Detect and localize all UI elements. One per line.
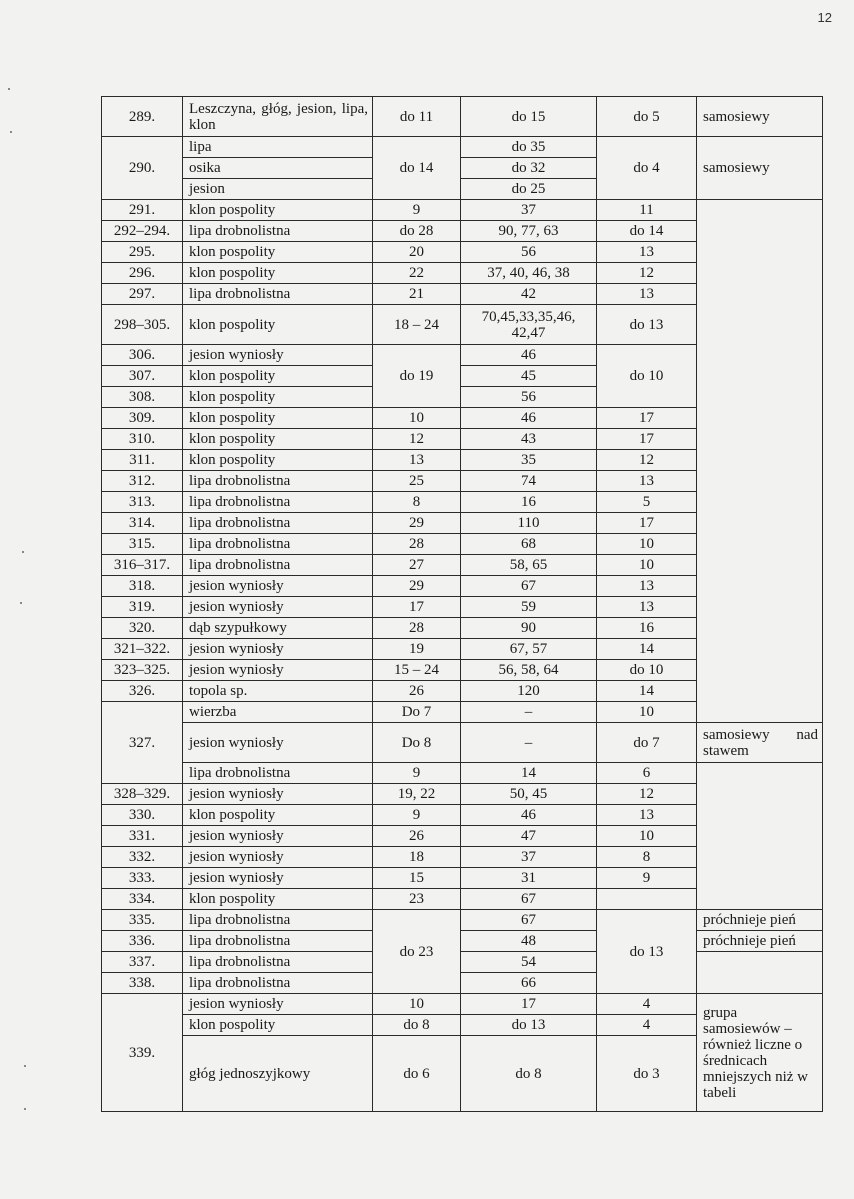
table-row (102, 910, 823, 931)
tree-number: 331. (102, 826, 183, 847)
scan-speck (10, 131, 12, 133)
girth-value: 58, 65 (461, 555, 597, 576)
species-name: jesion wyniosły (183, 723, 373, 763)
crown-value: 14 (597, 681, 697, 702)
species-name: Leszczyna, głóg, jesion, lipa, klon (183, 97, 373, 137)
table-row (102, 763, 823, 784)
height-value: 21 (373, 284, 461, 305)
height-value: 22 (373, 263, 461, 284)
table-row (102, 931, 823, 952)
crown-value: 13 (597, 242, 697, 263)
tree-number: 312. (102, 471, 183, 492)
girth-value: 50, 45 (461, 784, 597, 805)
height-value: 10 (373, 408, 461, 429)
height-value: 13 (373, 450, 461, 471)
species-name: klon pospolity (183, 305, 373, 345)
height-value: 18 – 24 (373, 305, 461, 345)
crown-value: 13 (597, 597, 697, 618)
crown-value: 13 (597, 576, 697, 597)
notes-cell: samosiewy (697, 97, 823, 137)
species-name: dąb szypułkowy (183, 618, 373, 639)
crown-value: do 13 (597, 305, 697, 345)
crown-value: 13 (597, 284, 697, 305)
crown-value: 17 (597, 408, 697, 429)
girth-value: – (461, 702, 597, 723)
scan-speck (8, 88, 10, 90)
height-value: 29 (373, 576, 461, 597)
tree-number: 291. (102, 200, 183, 221)
height-value: 17 (373, 597, 461, 618)
tree-number: 309. (102, 408, 183, 429)
tree-number: 310. (102, 429, 183, 450)
crown-value: do 5 (597, 97, 697, 137)
height-value: 18 (373, 847, 461, 868)
crown-value: 12 (597, 450, 697, 471)
crown-value: 11 (597, 200, 697, 221)
height-value: 15 – 24 (373, 660, 461, 681)
species-name: lipa drobnolistna (183, 952, 373, 973)
height-value: do 6 (373, 1036, 461, 1112)
species-name: klon pospolity (183, 200, 373, 221)
species-name: jesion wyniosły (183, 660, 373, 681)
species-name: klon pospolity (183, 805, 373, 826)
tree-number: 289. (102, 97, 183, 137)
species-name: lipa drobnolistna (183, 513, 373, 534)
girth-value: 54 (461, 952, 597, 973)
scan-speck (24, 1108, 26, 1110)
notes-cell (697, 763, 823, 910)
height-value: 12 (373, 429, 461, 450)
species-name: jesion wyniosły (183, 826, 373, 847)
species-name: topola sp. (183, 681, 373, 702)
tree-number: 337. (102, 952, 183, 973)
species-name: jesion wyniosły (183, 576, 373, 597)
crown-value: do 14 (597, 221, 697, 242)
crown-value: 13 (597, 805, 697, 826)
girth-value: 31 (461, 868, 597, 889)
crown-value: 10 (597, 826, 697, 847)
crown-value: do 4 (597, 137, 697, 200)
girth-value: 90 (461, 618, 597, 639)
girth-value: 56 (461, 387, 597, 408)
girth-value: 74 (461, 471, 597, 492)
species-name: lipa drobnolistna (183, 534, 373, 555)
height-value: 27 (373, 555, 461, 576)
crown-value: 9 (597, 868, 697, 889)
girth-value: 59 (461, 597, 597, 618)
girth-value: 67 (461, 910, 597, 931)
crown-value: do 13 (597, 910, 697, 994)
scan-speck (22, 551, 24, 553)
tree-number: 326. (102, 681, 183, 702)
tree-number: 332. (102, 847, 183, 868)
tree-number: 319. (102, 597, 183, 618)
height-value: 28 (373, 534, 461, 555)
scan-speck (24, 1065, 26, 1067)
tree-number: 307. (102, 366, 183, 387)
girth-value: 42 (461, 284, 597, 305)
girth-value: do 13 (461, 1015, 597, 1036)
crown-value: 10 (597, 534, 697, 555)
species-name: głóg jednoszyjkowy (183, 1036, 373, 1112)
crown-value: 8 (597, 847, 697, 868)
species-name: lipa drobnolistna (183, 221, 373, 242)
tree-number: 308. (102, 387, 183, 408)
height-value: 29 (373, 513, 461, 534)
tree-number: 335. (102, 910, 183, 931)
girth-value: 67, 57 (461, 639, 597, 660)
girth-value: 37 (461, 847, 597, 868)
species-name: lipa drobnolistna (183, 973, 373, 994)
girth-value: 70,45,33,35,46, 42,47 (461, 305, 597, 345)
species-name: lipa drobnolistna (183, 931, 373, 952)
height-value: do 11 (373, 97, 461, 137)
crown-value: 5 (597, 492, 697, 513)
girth-value: 120 (461, 681, 597, 702)
height-value: do 28 (373, 221, 461, 242)
girth-value: 16 (461, 492, 597, 513)
girth-value: 47 (461, 826, 597, 847)
girth-value: 56, 58, 64 (461, 660, 597, 681)
tree-number: 318. (102, 576, 183, 597)
tree-number: 311. (102, 450, 183, 471)
species-name: lipa drobnolistna (183, 763, 373, 784)
crown-value: do 10 (597, 345, 697, 408)
crown-value: 10 (597, 702, 697, 723)
tree-number: 315. (102, 534, 183, 555)
species-name: jesion wyniosły (183, 868, 373, 889)
crown-value: 13 (597, 471, 697, 492)
height-value: Do 7 (373, 702, 461, 723)
tree-number: 334. (102, 889, 183, 910)
table-row (102, 952, 823, 973)
girth-value: 37, 40, 46, 38 (461, 263, 597, 284)
species-name: osika (183, 158, 373, 179)
girth-value: 35 (461, 450, 597, 471)
species-name: klon pospolity (183, 429, 373, 450)
girth-value: 46 (461, 345, 597, 366)
height-value: 19 (373, 639, 461, 660)
height-value: do 23 (373, 910, 461, 994)
species-name: jesion wyniosły (183, 597, 373, 618)
notes-cell: grupa samosiewów – również liczne o średnicach mniejszych niż w tabeli (697, 994, 823, 1112)
crown-value: 16 (597, 618, 697, 639)
species-name: klon pospolity (183, 408, 373, 429)
girth-value: 14 (461, 763, 597, 784)
tree-inventory-table (101, 96, 823, 1112)
species-name: klon pospolity (183, 242, 373, 263)
height-value: 8 (373, 492, 461, 513)
species-name: jesion wyniosły (183, 784, 373, 805)
crown-value: 12 (597, 784, 697, 805)
table-row (102, 137, 823, 158)
tree-number: 328–329. (102, 784, 183, 805)
crown-value: do 3 (597, 1036, 697, 1112)
tree-number: 306. (102, 345, 183, 366)
crown-value: 17 (597, 513, 697, 534)
crown-value: 4 (597, 994, 697, 1015)
species-name: klon pospolity (183, 889, 373, 910)
species-name: klon pospolity (183, 1015, 373, 1036)
notes-cell: samosiewy nad stawem (697, 723, 823, 763)
girth-value: 110 (461, 513, 597, 534)
tree-number: 339. (102, 994, 183, 1112)
scan-speck (20, 602, 22, 604)
height-value: 9 (373, 763, 461, 784)
girth-value: 43 (461, 429, 597, 450)
crown-value: 17 (597, 429, 697, 450)
tree-number: 297. (102, 284, 183, 305)
girth-value: 90, 77, 63 (461, 221, 597, 242)
crown-value: 14 (597, 639, 697, 660)
species-name: klon pospolity (183, 366, 373, 387)
tree-number: 323–325. (102, 660, 183, 681)
table-row (102, 723, 823, 763)
height-value: do 19 (373, 345, 461, 408)
table-row (102, 994, 823, 1015)
species-name: jesion wyniosły (183, 639, 373, 660)
tree-number: 333. (102, 868, 183, 889)
girth-value: do 35 (461, 137, 597, 158)
species-name: lipa drobnolistna (183, 471, 373, 492)
height-value: 26 (373, 826, 461, 847)
species-name: lipa (183, 137, 373, 158)
species-name: lipa drobnolistna (183, 555, 373, 576)
height-value: do 8 (373, 1015, 461, 1036)
species-name: jesion wyniosły (183, 847, 373, 868)
table-row (102, 97, 823, 137)
notes-cell: próchnieje pień (697, 931, 823, 952)
species-name: lipa drobnolistna (183, 492, 373, 513)
tree-number: 314. (102, 513, 183, 534)
height-value: Do 8 (373, 723, 461, 763)
tree-number: 320. (102, 618, 183, 639)
girth-value: do 32 (461, 158, 597, 179)
girth-value: do 8 (461, 1036, 597, 1112)
girth-value: 37 (461, 200, 597, 221)
tree-number: 295. (102, 242, 183, 263)
height-value: 9 (373, 200, 461, 221)
crown-value: 12 (597, 263, 697, 284)
crown-value: 4 (597, 1015, 697, 1036)
height-value: 19, 22 (373, 784, 461, 805)
height-value: 10 (373, 994, 461, 1015)
crown-value (597, 889, 697, 910)
tree-number: 296. (102, 263, 183, 284)
tree-number: 338. (102, 973, 183, 994)
girth-value: – (461, 723, 597, 763)
height-value: do 14 (373, 137, 461, 200)
girth-value: do 25 (461, 179, 597, 200)
height-value: 9 (373, 805, 461, 826)
notes-cell (697, 200, 823, 723)
tree-number: 330. (102, 805, 183, 826)
species-name: jesion wyniosły (183, 345, 373, 366)
crown-value: 10 (597, 555, 697, 576)
girth-value: do 15 (461, 97, 597, 137)
species-name: klon pospolity (183, 263, 373, 284)
girth-value: 17 (461, 994, 597, 1015)
table-row (102, 200, 823, 221)
species-name: klon pospolity (183, 387, 373, 408)
tree-number: 313. (102, 492, 183, 513)
tree-number: 336. (102, 931, 183, 952)
girth-value: 46 (461, 805, 597, 826)
crown-value: 6 (597, 763, 697, 784)
crown-value: do 7 (597, 723, 697, 763)
tree-number: 292–294. (102, 221, 183, 242)
species-name: jesion wyniosły (183, 994, 373, 1015)
height-value: 20 (373, 242, 461, 263)
species-name: wierzba (183, 702, 373, 723)
species-name: lipa drobnolistna (183, 910, 373, 931)
tree-number: 321–322. (102, 639, 183, 660)
girth-value: 45 (461, 366, 597, 387)
height-value: 28 (373, 618, 461, 639)
species-name: klon pospolity (183, 450, 373, 471)
species-name: jesion (183, 179, 373, 200)
girth-value: 46 (461, 408, 597, 429)
height-value: 23 (373, 889, 461, 910)
tree-number: 290. (102, 137, 183, 200)
height-value: 15 (373, 868, 461, 889)
height-value: 26 (373, 681, 461, 702)
species-name: lipa drobnolistna (183, 284, 373, 305)
crown-value: do 10 (597, 660, 697, 681)
notes-cell: próchnieje pień (697, 910, 823, 931)
tree-number: 316–317. (102, 555, 183, 576)
page-number: 12 (817, 10, 832, 25)
girth-value: 66 (461, 973, 597, 994)
girth-value: 68 (461, 534, 597, 555)
height-value: 25 (373, 471, 461, 492)
girth-value: 67 (461, 576, 597, 597)
notes-cell (697, 952, 823, 994)
notes-cell: samosiewy (697, 137, 823, 200)
girth-value: 67 (461, 889, 597, 910)
girth-value: 56 (461, 242, 597, 263)
tree-number: 298–305. (102, 305, 183, 345)
tree-number: 327. (102, 702, 183, 784)
girth-value: 48 (461, 931, 597, 952)
